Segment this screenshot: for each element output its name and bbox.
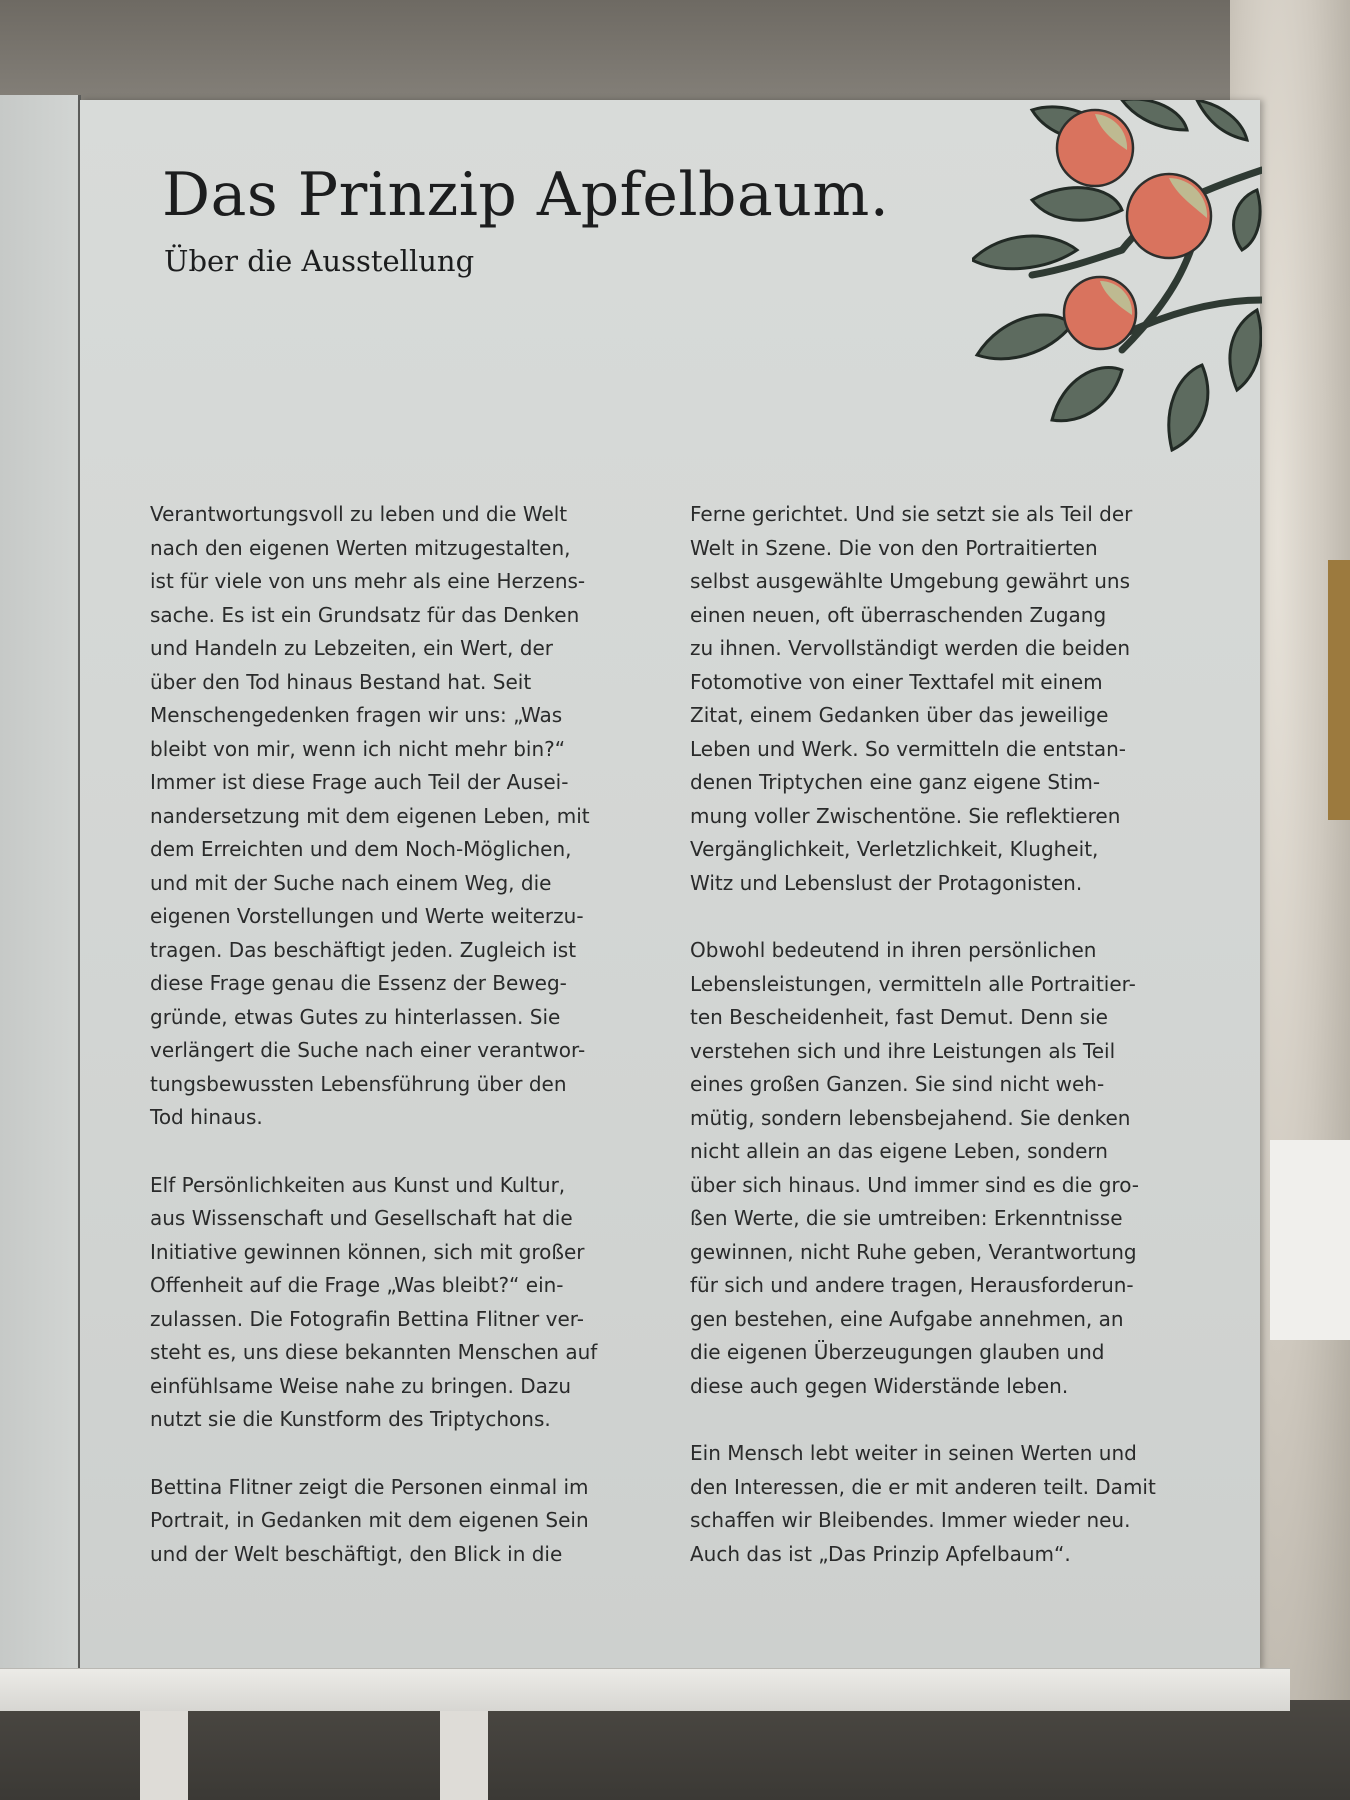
text-line: die eigenen Überzeugungen glauben und [690,1340,1105,1364]
text-line: Auch das ist „Das Prinzip Apfelbaum“. [690,1541,1071,1566]
text-line: verlängert die Suche nach einer verantwor- [150,1038,586,1062]
text-line: nach den eigenen Werten mitzugestalten, [150,535,571,560]
text-line: über den Tod hinaus Bestand hat. Seit [150,669,532,694]
text-line: einen neuen, oft überraschenden Zugang [690,602,1107,627]
text-line: diese Frage genau die Essenz der Beweg- [150,971,567,995]
text-line: Ferne gerichtet. Und sie setzt sie als Teil der [690,502,1133,526]
text-line: sache. Es ist ein Grundsatz für das Denken [150,602,580,627]
paragraph [150,1169,670,1437]
text-line: aus Wissenschaft und Gesellschaft hat die [150,1206,573,1230]
text-line: schaffen wir Bleibendes. Immer wieder neu. [690,1508,1131,1532]
text-line: Leben und Werk. So vermitteln die entstan- [690,736,1127,761]
text-line: eines großen Ganzen. Sie sind nicht weh- [690,1072,1105,1096]
text-line: zulassen. Die Fotografin Bettina Flitner ver- [150,1306,584,1331]
adjacent-panel [0,95,81,1670]
text-line: und mit der Suche nach einem Weg, die [150,870,552,895]
text-line: einfühlsame Weise nahe zu bringen. Dazu [150,1373,572,1398]
text-line: selbst ausgewählte Umgebung gewährt uns [690,569,1130,593]
text-line: Witz und Lebenslust der Protagonisten. [690,870,1083,895]
easel-leg [440,1710,488,1800]
text-line: Verantwortungsvoll zu leben und die Welt [150,502,568,526]
text-line: steht es, uns diese bekannten Menschen auf [150,1340,598,1364]
text-line: Initiative gewinnen können, sich mit großer [150,1239,585,1264]
text-line: ten Bescheidenheit, fast Demut. Denn sie [690,1005,1108,1029]
text-line: tungsbewussten Lebensführung über den [150,1071,567,1096]
panel-title: Das Prinzip Apfelbaum. [162,160,890,230]
right-text-column [690,498,1210,1605]
floor [0,1700,1350,1800]
text-line: verstehen sich und ihre Leistungen als Teil [690,1038,1116,1063]
text-line: denen Triptychen eine ganz eigene Stim- [690,770,1101,794]
text-line: Obwohl bedeutend in ihren persönlichen [690,938,1097,962]
paragraph [690,1437,1210,1571]
text-line: mütig, sondern lebensbejahend. Sie denken [690,1105,1131,1130]
text-line: Zitat, einem Gedanken über das jeweilige [690,703,1109,727]
text-line: gründe, etwas Gutes zu hinterlassen. Sie [150,1004,561,1029]
text-line: nicht allein an das eigene Leben, sondern [690,1139,1108,1163]
paragraph [150,1471,670,1572]
text-line: Vergänglichkeit, Verletzlichkeit, Klugheit, [690,837,1099,861]
background-wall [0,0,1350,110]
text-line: Immer ist diese Frage auch Teil der Ausei- [150,770,569,794]
text-line: gen bestehen, eine Aufgabe annehmen, an [690,1306,1124,1331]
white-object [1270,1140,1350,1340]
text-line: nandersetzung mit dem eigenen Leben, mit [150,803,590,828]
text-line: den Interessen, die er mit anderen teilt. Damit [690,1474,1156,1499]
text-line: Offenheit auf die Frage „Was bleibt?“ ein- [150,1273,564,1297]
text-line: Elf Persönlichkeiten aus Kunst und Kultur, [150,1172,566,1197]
text-line: Menschengedenken fragen wir uns: „Was [150,703,563,727]
paragraph [690,934,1210,1403]
text-line: nutzt sie die Kunstform des Triptychons. [150,1407,551,1431]
text-line: und der Welt beschäftigt, den Blick in die [150,1541,563,1566]
text-line: über sich hinaus. Und immer sind es die gro- [690,1172,1140,1197]
text-line: Ein Mensch lebt weiter in seinen Werten und [690,1441,1137,1465]
text-line: dem Erreichten und dem Noch-Möglichen, [150,837,572,861]
text-line: Fotomotive von einer Texttafel mit einem [690,669,1103,694]
text-line: zu ihnen. Vervollständigt werden die beiden [690,636,1131,660]
panel-subtitle: Über die Ausstellung [164,244,475,278]
text-line: bleibt von mir, wenn ich nicht mehr bin?“ [150,736,566,761]
text-line: eigenen Vorstellungen und Werte weiterzu- [150,904,584,928]
text-line: Bettina Flitner zeigt die Personen einmal im [150,1474,589,1499]
text-line: mung voller Zwischentöne. Sie reflektieren [690,803,1121,828]
paragraph [690,498,1210,900]
text-line: Lebensleistungen, vermitteln alle Portraitier- [690,971,1136,996]
paragraph [150,498,670,1135]
text-line: Welt in Szene. Die von den Portraitierten [690,535,1098,560]
text-line: und Handeln zu Lebzeiten, ein Wert, der [150,636,553,660]
picture-frame-edge [1328,560,1350,820]
text-line: Portrait, in Gedanken mit dem eigenen Sein [150,1508,589,1532]
left-text-column [150,498,670,1605]
text-line: tragen. Das beschäftigt jeden. Zugleich ist [150,937,577,962]
text-line: gewinnen, nicht Ruhe geben, Verantwortung [690,1239,1137,1264]
text-line: ßen Werte, die sie umtreiben: Erkenntnisse [690,1206,1123,1230]
easel-shelf [0,1668,1290,1711]
apple-branch-icon [972,100,1262,470]
text-line: diese auch gegen Widerstände leben. [690,1373,1069,1398]
text-line: für sich und andere tragen, Herausforderun- [690,1273,1134,1297]
text-line: ist für viele von uns mehr als eine Herzens- [150,569,586,593]
easel-leg [140,1710,188,1800]
text-line: Tod hinaus. [150,1105,263,1129]
